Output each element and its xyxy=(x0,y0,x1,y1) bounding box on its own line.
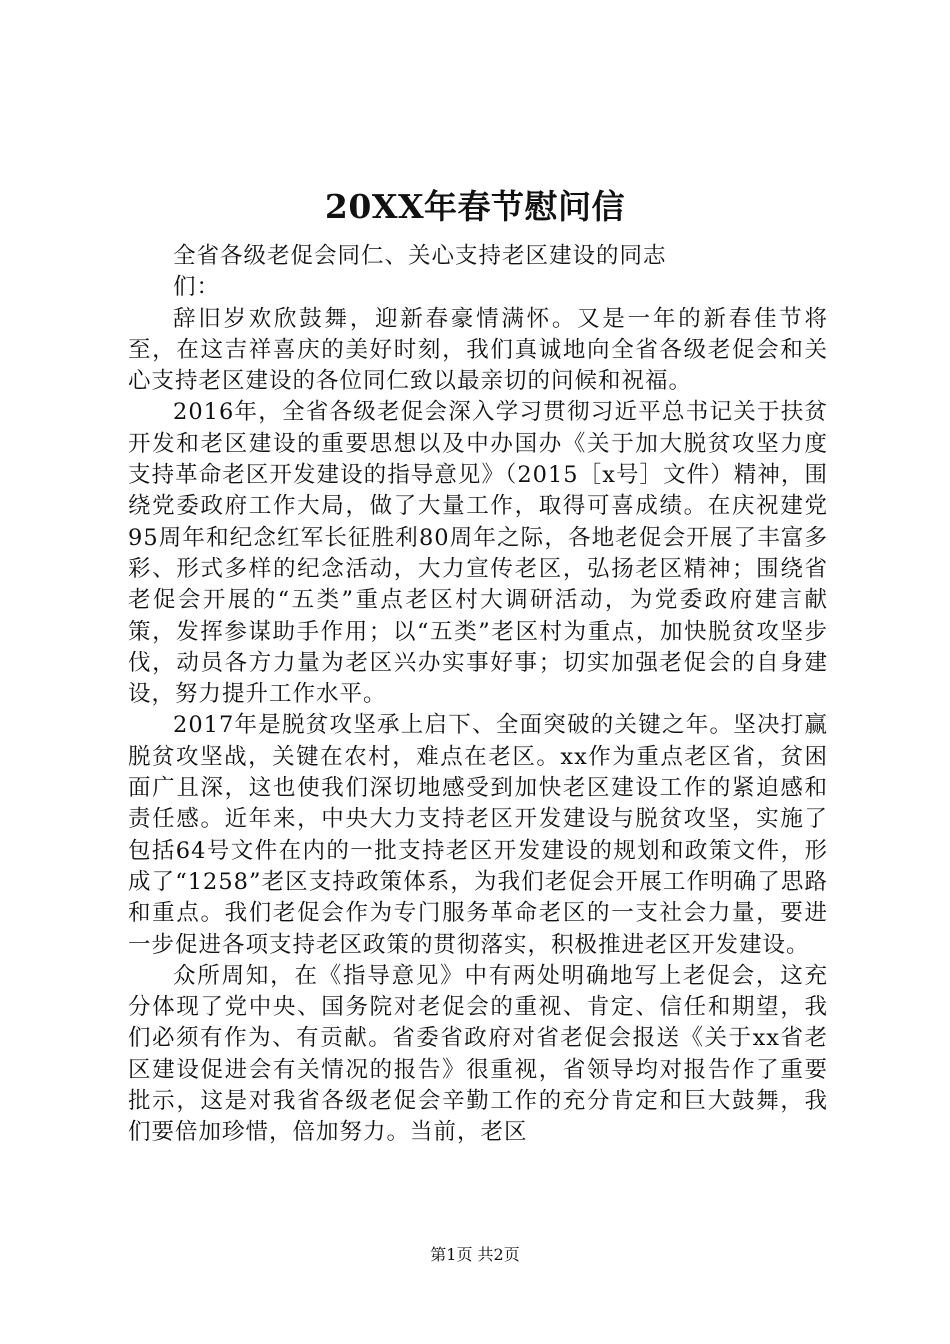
document-body xyxy=(128,241,828,1149)
salutation: 全省各级老促会同仁、关心支持老区建设的同志们： xyxy=(173,243,667,301)
paragraph-2016-review: 2016年，全省各级老促会深入学习贯彻习近平总书记关于扶贫开发和老区建设的重要思想以及中办国办《关于加大脱贫攻坚力度支持革命老区开发建设的指导意见》（2015［x号］文件）精神，围绕党委政府工作大局，做了大量工作，取得可喜成绩。在庆祝建党95周年和纪念红军长征胜利80周年之际，各地老促会开展了丰富多彩、形式多样的纪念活动，大力宣传老区，弘扬老区精神；围绕省老促会开展的“五类”重点老区村大调研活动，为党委政府建言献策，发挥参谋助手作用；以“五类”老区村为重点，加快脱贫攻坚步伐，动员各方力量为老区兴办实事好事；切实加强老促会的自身建设，努力提升工作水平。 xyxy=(128,399,828,708)
page-number-footer: 第1页 共2页 xyxy=(430,1245,520,1264)
document-title: 20XX年春节慰问信 xyxy=(324,187,626,226)
paragraph-greeting: 辞旧岁欢欣鼓舞，迎新春豪情满怀。又是一年的新春佳节将至，在这吉祥喜庆的美好时刻，我们真诚地向全省各级老促会和关心支持老区建设的各位同仁致以最亲切的问候和祝福。 xyxy=(128,305,828,395)
paragraph-2017-outlook: 2017年是脱贫攻坚承上启下、全面突破的关键之年。坚决打赢脱贫攻坚战，关键在农村，难点在老区。xx作为重点老区省，贫困面广且深，这也使我们深切地感受到加快老区建设工作的紧迫感和责任感。近年来，中央大力支持老区开发建设与脱贫攻坚，实施了包括64号文件在内的一批支持老区开发建设的规划和政策文件，形成了“1258”老区支持政策体系，为我们老促会开展工作明确了思路和重点。我们老促会作为专门服务革命老区的一支社会力量，要进一步促进各项支持老区政策的贯彻落实，积极推进老区开发建设。 xyxy=(128,712,828,958)
paragraph-guidance: 众所周知，在《指导意见》中有两处明确地写上老促会，这充分体现了党中央、国务院对老促会的重视、肯定、信任和期望，我们必须有作为、有贡献。省委省政府对省老促会报送《关于xx省老区建设促进会有关情况的报告》很重视，省领导均对报告作了重要批示，这是对我省各级老促会辛勤工作的充分肯定和巨大鼓舞，我们要倍加珍惜，倍加努力。当前，老区 xyxy=(128,962,828,1146)
